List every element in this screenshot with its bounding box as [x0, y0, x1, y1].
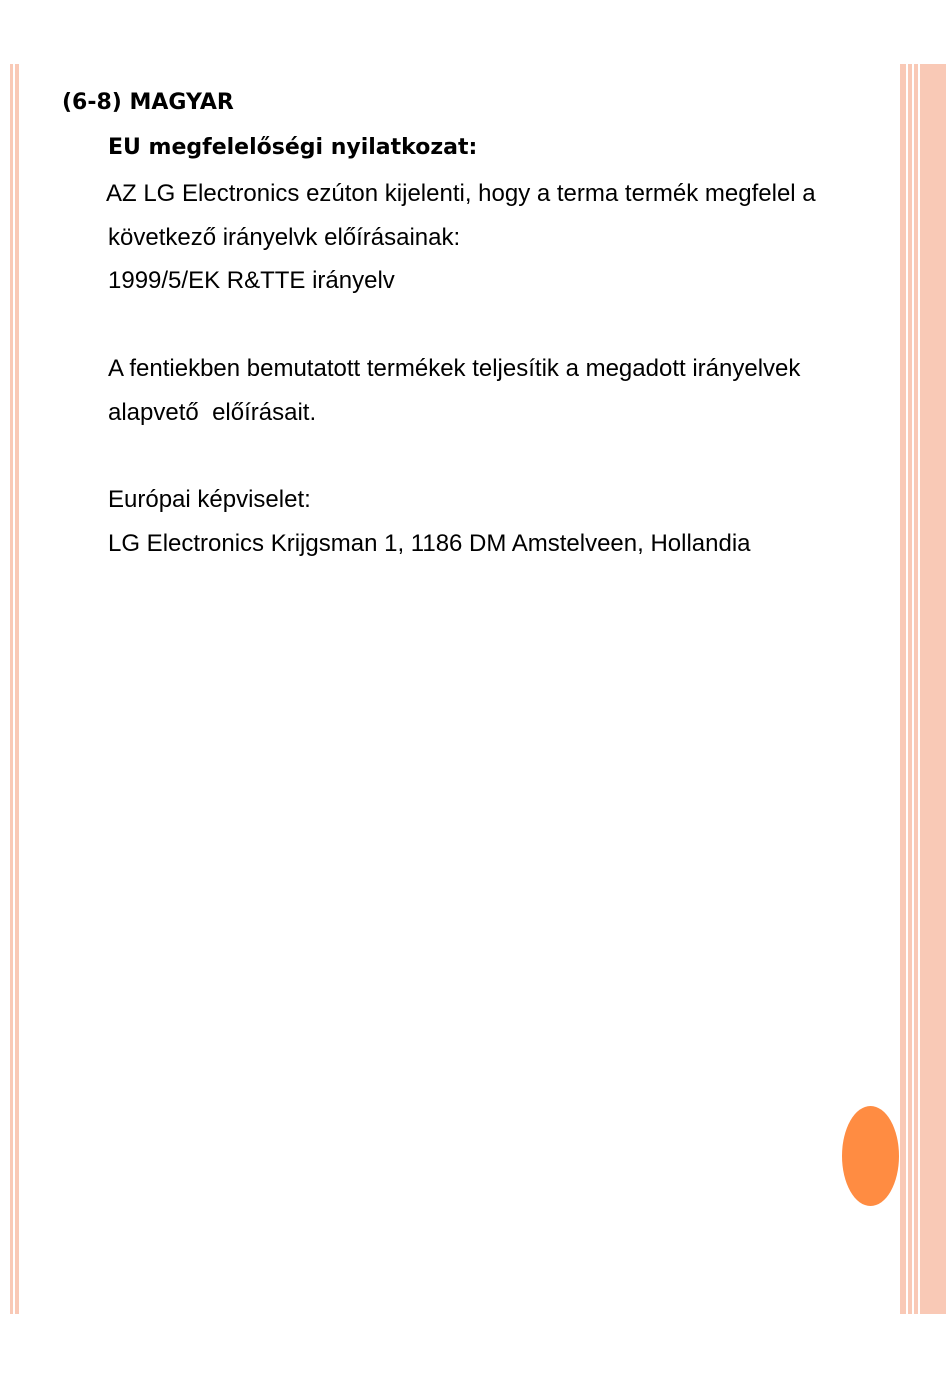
paragraph-line: A fentiekben bemutatott termékek teljesítik a megadott irányelvek — [108, 355, 801, 382]
paragraph-line: alapvető előírásait. — [108, 399, 317, 426]
paragraph-line: AZ LG Electronics ezúton kijelenti, hogy a terma termék megfelel a — [106, 180, 816, 207]
decorative-orange-circle — [842, 1106, 899, 1206]
declaration-heading: EU megfelelőségi nyilatkozat: — [108, 135, 478, 160]
right-page-border-stripe — [912, 64, 914, 1314]
section-title: (6-8) MAGYAR — [62, 90, 234, 115]
paragraph-line: következő irányelvk előírásainak: — [108, 224, 461, 251]
paragraph-line: LG Electronics Krijgsman 1, 1186 DM Amstelveen, Hollandia — [108, 530, 751, 557]
paragraph-line: Európai képviselet: — [108, 486, 311, 513]
paragraph-line: 1999/5/EK R&TTE irányelv — [108, 267, 395, 294]
right-page-border-stripe — [906, 64, 908, 1314]
left-page-border-stripe — [13, 64, 15, 1314]
right-page-border-stripe — [918, 64, 920, 1314]
